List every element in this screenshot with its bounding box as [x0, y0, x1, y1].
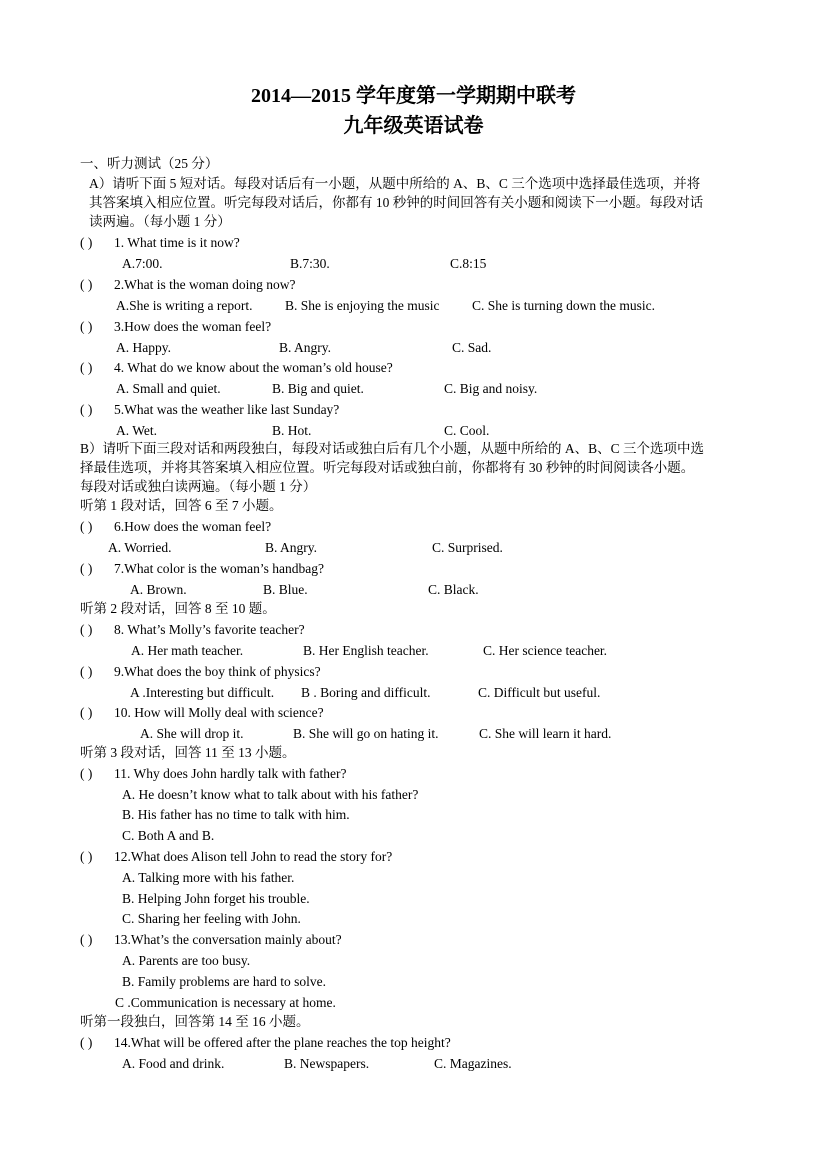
answer-blank[interactable]: ( ) [80, 705, 93, 720]
option-c: C. Big and noisy. [444, 381, 538, 396]
option-b: B. His father has no time to talk with him. [122, 807, 350, 822]
question-1 [80, 234, 240, 252]
option-a: A. Small and quiet. [116, 381, 221, 396]
option-a: A.She is writing a report. [116, 298, 253, 313]
section-heading: 一、听力测试（25 分） [80, 156, 219, 171]
option-a: A. Brown. [130, 582, 187, 597]
option-b: B. She is enjoying the music [285, 298, 440, 313]
option-b: B. Hot. [272, 423, 312, 438]
question-8 [80, 621, 305, 639]
question-text: 4. What do we know about the woman’s old house? [114, 360, 393, 375]
option-a: A. Wet. [116, 423, 158, 438]
question-text: 5.What was the weather like last Sunday? [114, 402, 340, 417]
option-c: C. She is turning down the music. [472, 298, 655, 313]
question-3 [80, 318, 271, 336]
option-b: B. Big and quiet. [272, 381, 364, 396]
option-a: A. Parents are too busy. [122, 953, 251, 968]
option-a: A. Talking more with his father. [122, 870, 295, 885]
option-a: A. Her math teacher. [131, 643, 244, 658]
answer-blank[interactable]: ( ) [80, 561, 93, 576]
answer-blank[interactable]: ( ) [80, 519, 93, 534]
option-a: A. She will drop it. [140, 726, 244, 741]
dialog-2-instruction: 听第 2 段对话，回答 8 至 10 题。 [80, 601, 276, 616]
part-b-instruction-line-3: 每段对话或独白读两遍。（每小题 1 分） [80, 479, 317, 494]
question-text: 14.What will be offered after the plane reaches the top height? [114, 1035, 451, 1050]
option-b: B. Helping John forget his trouble. [122, 891, 310, 906]
option-a: A.7:00. [122, 256, 163, 271]
option-b: B.7:30. [290, 256, 330, 271]
option-b: B. Her English teacher. [303, 643, 429, 658]
part-b-instruction-line-2: 择最佳选项，并将其答案填入相应位置。听完每段对话或独白前，你都将有 30 秒钟的时间阅读各小题。 [80, 460, 695, 475]
option-a: A. He doesn’t know what to talk about with his father? [122, 787, 419, 802]
question-14 [80, 1034, 451, 1052]
answer-blank[interactable]: ( ) [80, 402, 93, 417]
question-5 [80, 401, 339, 419]
question-11 [80, 765, 346, 783]
part-a-instruction-line-1: A）请听下面 5 短对话。每段对话后有一小题，从题中所给的 A、B、C 三个选项中选择最佳选项，并将 [89, 176, 701, 191]
option-b: B. Newspapers. [284, 1056, 370, 1071]
option-b: B. Angry. [279, 340, 332, 355]
part-a-instruction-line-3: 读两遍。（每小题 1 分） [89, 214, 231, 229]
option-a: A. Happy. [116, 340, 171, 355]
question-2 [80, 276, 295, 294]
question-text: 13.What’s the conversation mainly about? [114, 932, 342, 947]
question-text: 6.How does the woman feel? [114, 519, 272, 534]
option-c: C. Difficult but useful. [478, 685, 601, 700]
question-text: 2.What is the woman doing now? [114, 277, 296, 292]
option-c: C .Communication is necessary at home. [115, 995, 336, 1010]
answer-blank[interactable]: ( ) [80, 1035, 93, 1050]
question-text: 10. How will Molly deal with science? [114, 705, 324, 720]
exam-title: 2014—2015 学年度第一学期期中联考 [251, 85, 576, 107]
answer-blank[interactable]: ( ) [80, 664, 93, 679]
answer-blank[interactable]: ( ) [80, 932, 93, 947]
answer-blank[interactable]: ( ) [80, 319, 93, 334]
exam-subtitle: 九年级英语试卷 [343, 115, 484, 137]
dialog-3-instruction: 听第 3 段对话，回答 11 至 13 小题。 [80, 745, 296, 760]
part-b-instruction-line-1: B）请听下面三段对话和两段独白，每段对话或独白后有几个小题，从题中所给的 A、B、C 三个选项中选 [80, 441, 705, 456]
option-c: C. Black. [428, 582, 479, 597]
option-b: B. Family problems are hard to solve. [122, 974, 326, 989]
answer-blank[interactable]: ( ) [80, 235, 93, 250]
option-b: B. Angry. [265, 540, 318, 555]
question-6 [80, 518, 271, 536]
question-10 [80, 704, 324, 722]
option-c: C. Cool. [444, 423, 490, 438]
option-c: C. Magazines. [434, 1056, 512, 1071]
option-a: A. Food and drink. [122, 1056, 225, 1071]
question-text: 7.What color is the woman’s handbag? [114, 561, 324, 576]
question-text: 9.What does the boy think of physics? [114, 664, 321, 679]
option-c: C. Sharing her feeling with John. [122, 911, 301, 926]
option-c: C. She will learn it hard. [479, 726, 612, 741]
monologue-1-instruction: 听第一段独白，回答第 14 至 16 小题。 [80, 1014, 310, 1029]
question-text: 1. What time is it now? [114, 235, 240, 250]
option-c: C. Her science teacher. [483, 643, 608, 658]
option-a: A .Interesting but difficult. [130, 685, 275, 700]
question-text: 3.How does the woman feel? [114, 319, 272, 334]
answer-blank[interactable]: ( ) [80, 360, 93, 375]
answer-blank[interactable]: ( ) [80, 766, 93, 781]
option-b: B . Boring and difficult. [301, 685, 431, 700]
question-7 [80, 560, 324, 578]
option-c: C. Both A and B. [122, 828, 215, 843]
answer-blank[interactable]: ( ) [80, 622, 93, 637]
part-a-instruction-line-2: 其答案填入相应位置。听完每段对话后，你都有 10 秒钟的时间回答有关小题和阅读下一小题。每段对话 [89, 195, 704, 210]
question-13 [80, 931, 342, 949]
option-a: A. Worried. [108, 540, 172, 555]
question-4 [80, 359, 393, 377]
option-c: C.8:15 [450, 256, 487, 271]
option-b: B. She will go on hating it. [293, 726, 439, 741]
option-b: B. Blue. [263, 582, 308, 597]
question-9 [80, 663, 321, 681]
question-text: 8. What’s Molly’s favorite teacher? [114, 622, 305, 637]
answer-blank[interactable]: ( ) [80, 277, 93, 292]
dialog-1-instruction: 听第 1 段对话，回答 6 至 7 小题。 [80, 498, 283, 513]
question-12 [80, 848, 392, 866]
question-text: 12.What does Alison tell John to read the story for? [114, 849, 393, 864]
question-text: 11. Why does John hardly talk with father? [114, 766, 347, 781]
answer-blank[interactable]: ( ) [80, 849, 93, 864]
option-c: C. Sad. [452, 340, 492, 355]
option-c: C. Surprised. [432, 540, 503, 555]
